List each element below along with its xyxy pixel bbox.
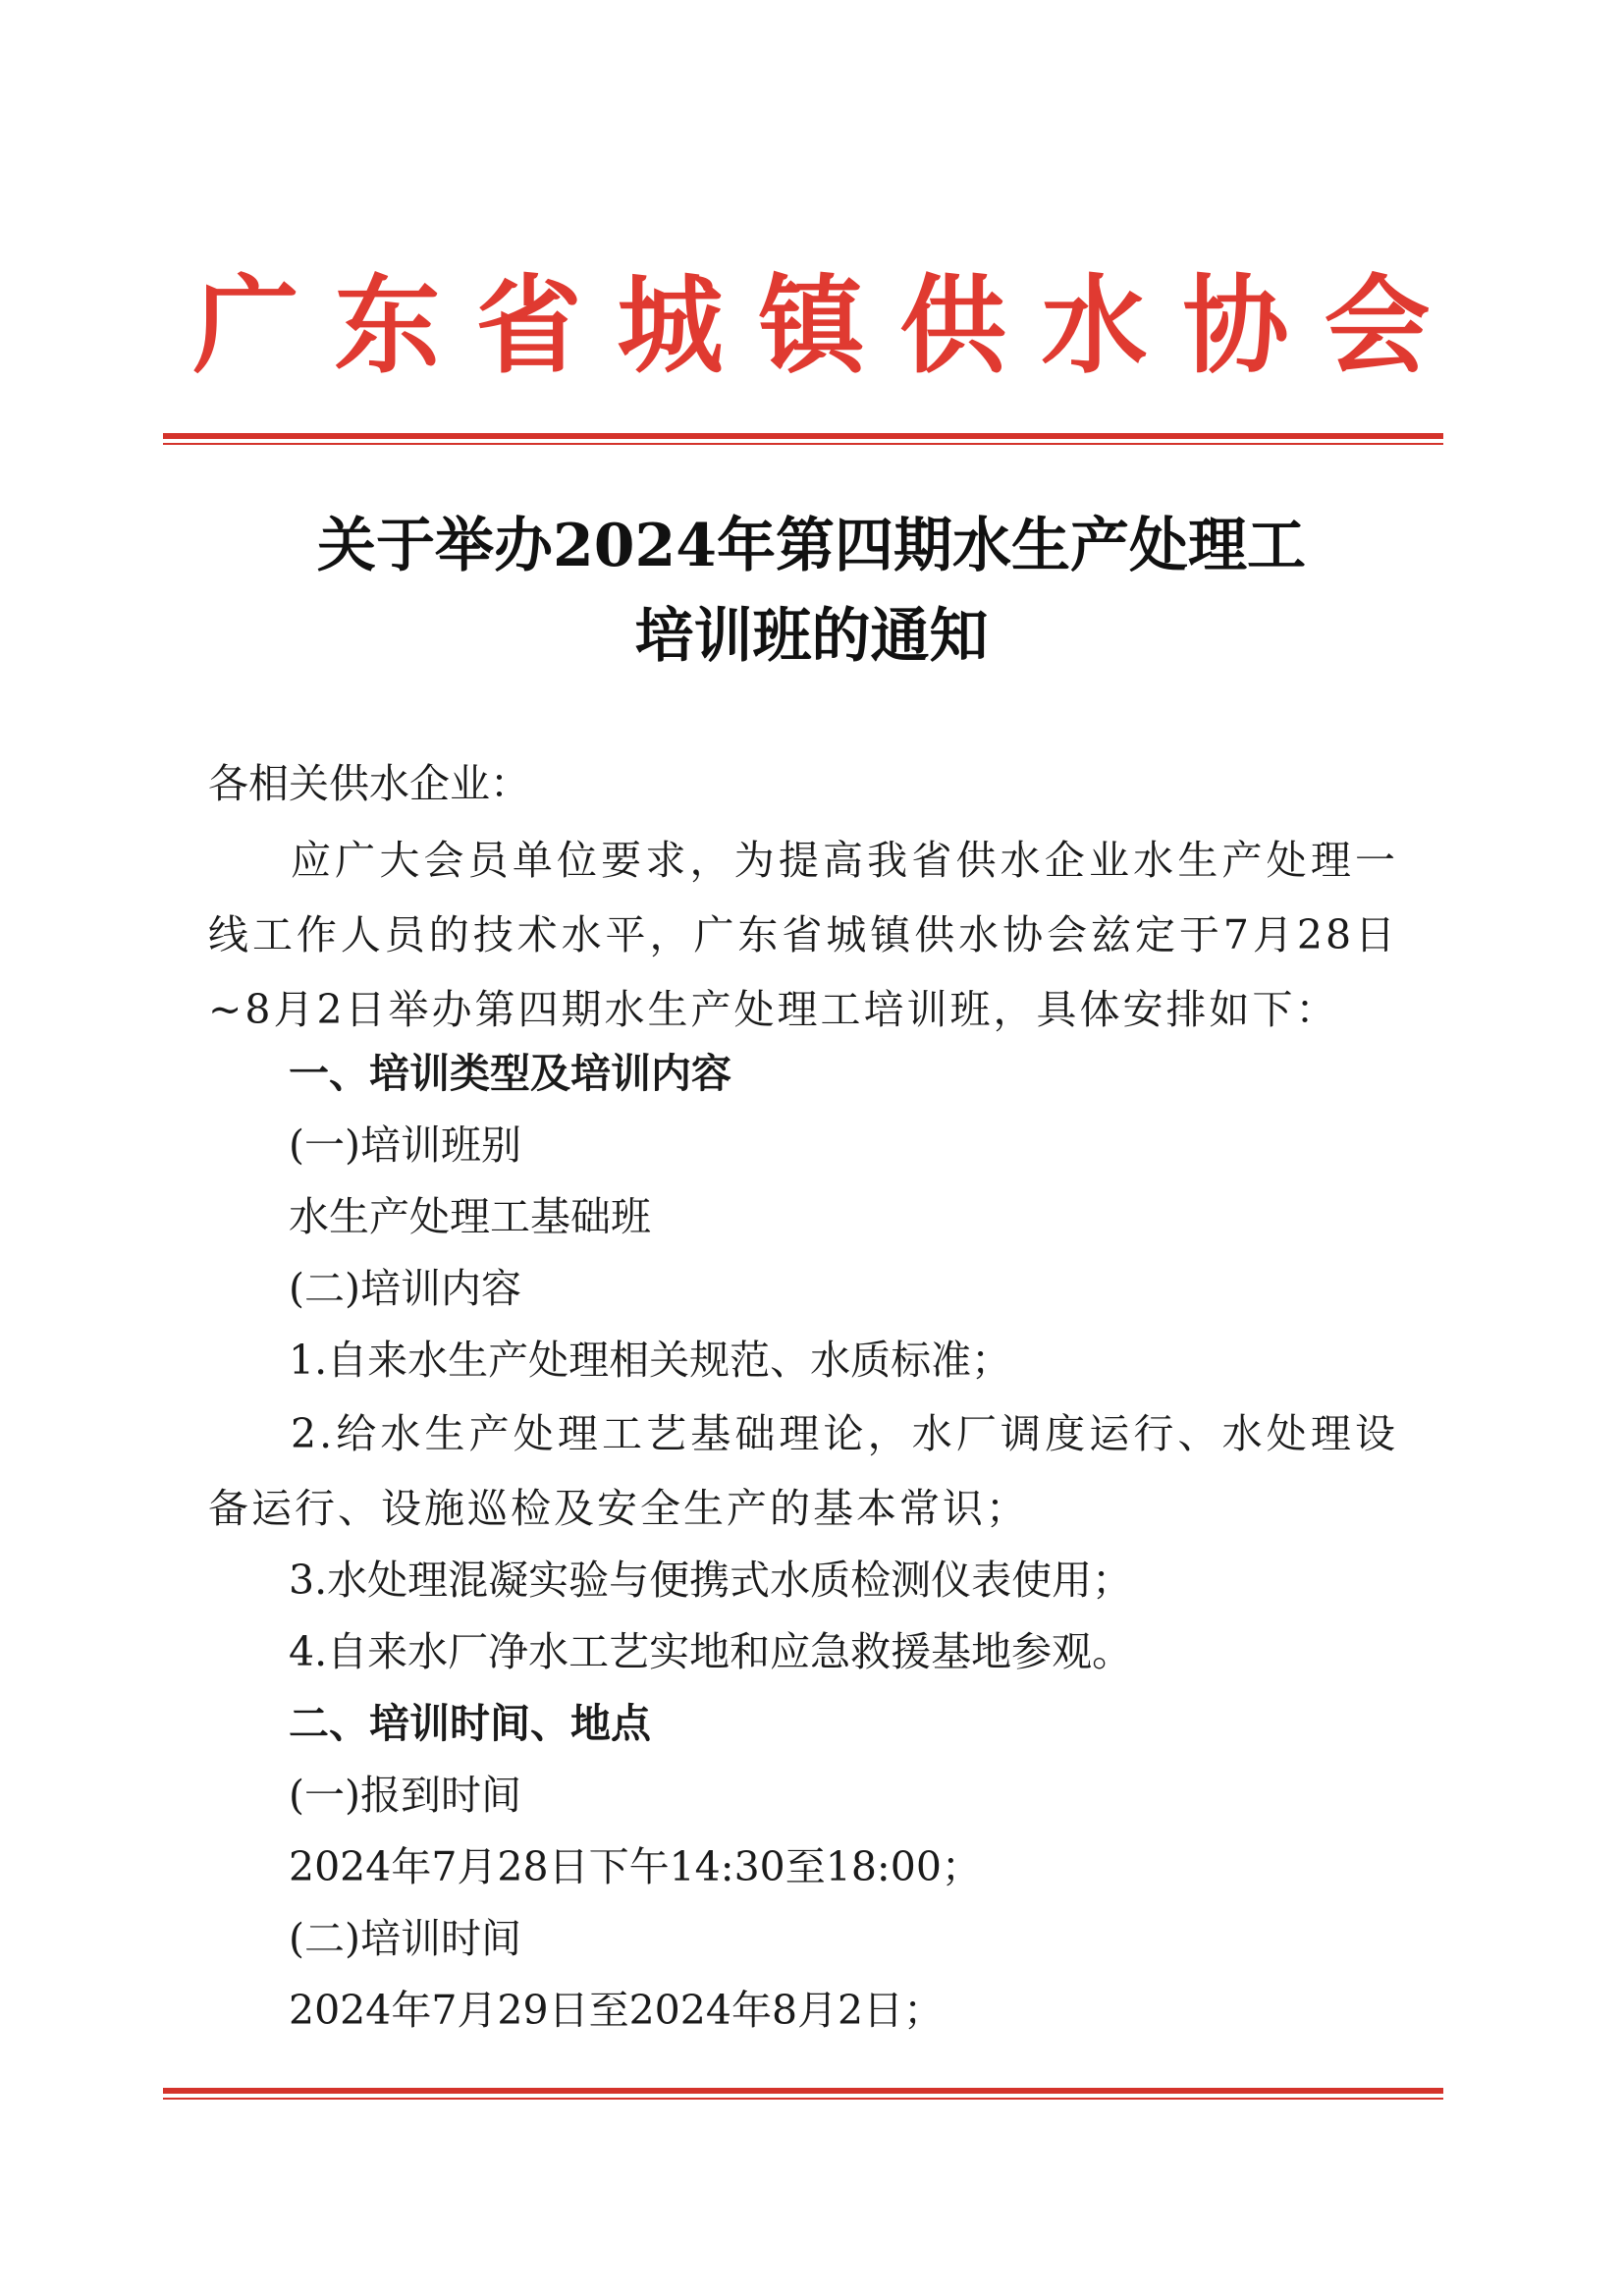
content-item-4: 4.自来水厂净水工艺实地和应急救援基地参观。 (289, 1628, 1133, 1675)
organization-name: 广东省城镇供水协会 (192, 265, 1466, 388)
section-1-sub1-heading: (一)培训班别 (289, 1121, 521, 1169)
salutation: 各相关供水企业： (208, 760, 530, 807)
content-item-2: 2.给水生产处理工艺基础理论，水厂调度运行、水处理设备运行、设施巡检及安全生产的基本常识； (208, 1410, 1398, 1532)
content-item-3: 3.水处理混凝实验与便携式水质检测仪表使用； (289, 1557, 1133, 1604)
header-divider (163, 433, 1443, 445)
section-2-sub1-text: 2024年7月28日下午14:30至18:00； (289, 1843, 982, 1890)
section-1-heading: 一、培训类型及培训内容 (289, 1050, 731, 1097)
section-2-sub1-heading: (一)报到时间 (289, 1772, 521, 1819)
title-line-2: 培训班的通知 (634, 602, 989, 671)
section-2-sub2-heading: (二)培训时间 (289, 1915, 521, 1962)
section-1-sub1-text: 水生产处理工基础班 (289, 1193, 651, 1240)
section-1-sub2-heading: (二)培训内容 (289, 1265, 521, 1312)
document-title (0, 501, 1623, 682)
section-2-heading: 二、培训时间、地点 (289, 1700, 651, 1747)
intro-paragraph: 应广大会员单位要求，为提高我省供水企业水生产处理一线工作人员的技术水平，广东省城镇供水协会兹定于7月28日~8月2日举办第四期水生产处理工培训班，具体安排如下： (208, 837, 1398, 1033)
content-item-1: 1.自来水生产处理相关规范、水质标准； (289, 1337, 1012, 1384)
section-2-sub2-text: 2024年7月29日至2024年8月2日； (289, 1987, 945, 2034)
footer-divider (163, 2088, 1443, 2100)
title-line-1: 关于举办2024年第四期水生产处理工 (317, 512, 1306, 580)
